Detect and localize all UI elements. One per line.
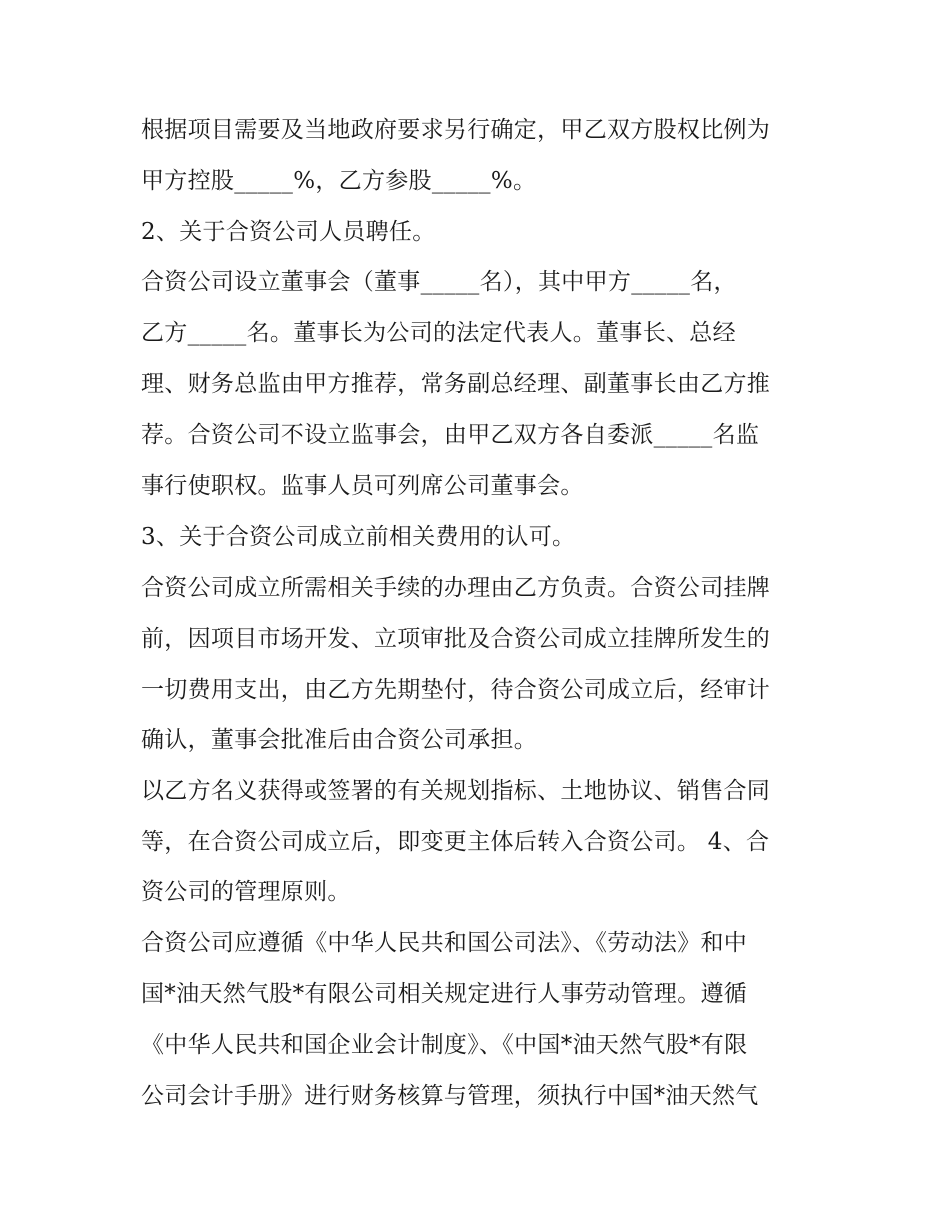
text-line: 等，在合资公司成立后，即变更主体后转入合资公司。 4、合: [141, 829, 770, 855]
text-line: 合资公司设立董事会（董事_____名），其中甲方_____名，: [141, 269, 737, 295]
text-line: 以乙方名义获得或签署的有关规划指标、土地协议、销售合同: [141, 778, 771, 804]
text-line: 荐。合资公司不设立监事会，由甲乙双方各自委派_____名监: [141, 422, 760, 448]
text-line: 事行使职权。监事人员可列席公司董事会。: [141, 473, 584, 499]
text-line: 乙方_____名。董事长为公司的法定代表人。董事长、总经: [141, 320, 736, 346]
text-line: 资公司的管理原则。: [141, 879, 351, 905]
text-line: 合资公司应遵循《中华人民共和国公司法》、《劳动法》和中: [141, 930, 748, 956]
text-line: 甲方控股_____%，乙方参股_____%。: [141, 168, 537, 194]
text-line: 3、关于合资公司成立前相关费用的认可。: [141, 524, 576, 550]
text-line: 公司会计手册》进行财务核算与管理，须执行中国*油天然气: [141, 1083, 759, 1109]
text-line: 确认，董事会批准后由合资公司承担。: [141, 727, 538, 753]
text-line: 根据项目需要及当地政府要求另行确定，甲乙双方股权比例为: [141, 117, 771, 143]
text-line: 《中华人民共和国企业会计制度》、《中国*油天然气股*有限: [141, 1032, 748, 1058]
text-line: 国*油天然气股*有限公司相关规定进行人事劳动管理。遵循: [141, 981, 748, 1007]
text-line: 理、财务总监由甲方推荐，常务副总经理、副董事长由乙方推: [141, 371, 771, 397]
text-line: 2、关于合资公司人员聘任。: [141, 219, 436, 245]
text-line: 前，因项目市场开发、立项审批及合资公司成立挂牌所发生的: [141, 626, 771, 652]
text-line: 合资公司成立所需相关手续的办理由乙方负责。合资公司挂牌: [141, 575, 771, 601]
text-line: 一切费用支出，由乙方先期垫付，待合资公司成立后，经审计: [141, 677, 771, 703]
